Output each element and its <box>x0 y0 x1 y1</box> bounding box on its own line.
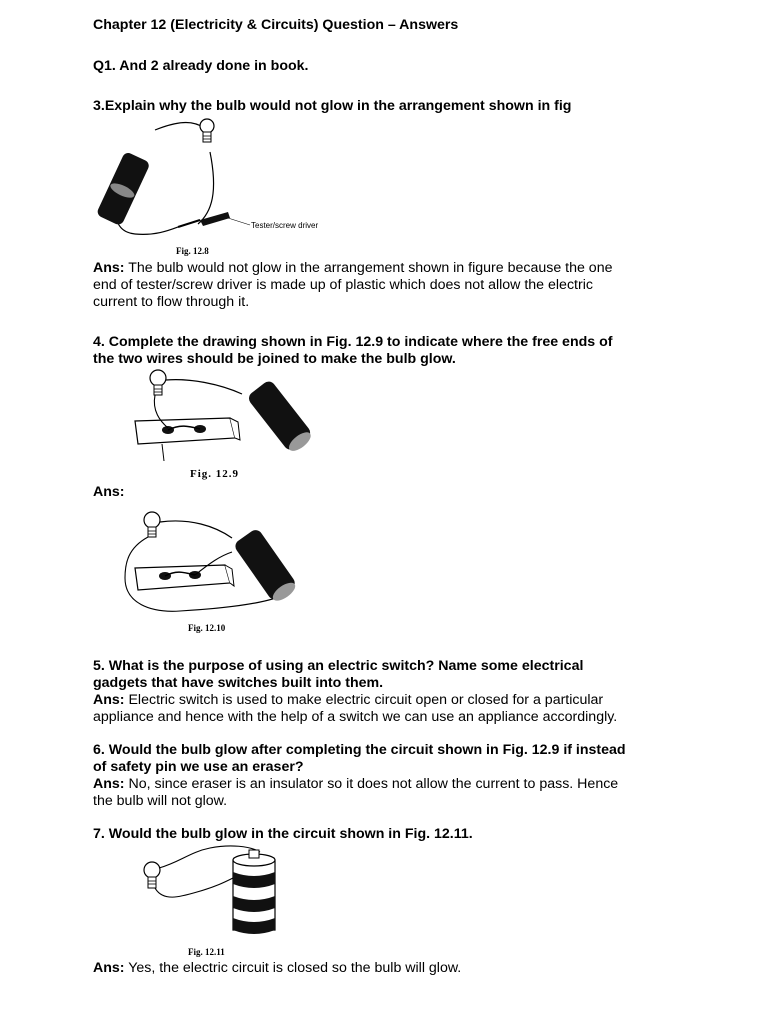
bulb-icon <box>200 119 214 142</box>
figure-12-9 <box>130 366 310 466</box>
answer-3-line-1: Ans: The bulb would not glow in the arrangement shown in figure because the one <box>93 260 613 276</box>
question-3: 3.Explain why the bulb would not glow in the arrangement shown in fig <box>93 98 572 114</box>
figure-12-8-label: Tester/screw driver <box>251 221 319 230</box>
figure-12-8 <box>100 112 319 257</box>
wire <box>198 152 214 224</box>
figure-12-9-caption: Fig. 12.9 <box>190 468 240 480</box>
answer-7: Ans: Yes, the electric circuit is closed so the bulb will glow. <box>93 960 462 976</box>
answer-5-line-1: Ans: Electric switch is used to make electric circuit open or closed for a particular <box>93 692 604 708</box>
wire <box>162 444 164 461</box>
wire <box>155 878 233 897</box>
battery-icon <box>233 850 275 934</box>
wire <box>166 380 242 394</box>
battery-icon <box>233 527 298 604</box>
bulb-icon <box>144 512 160 537</box>
wire <box>160 521 232 538</box>
figure-12-8-caption: Fig. 12.8 <box>176 246 209 256</box>
figure-12-10 <box>120 508 320 623</box>
question-7: 7. Would the bulb glow in the circuit shown in Fig. 12.11. <box>93 826 473 842</box>
battery-icon <box>96 151 151 226</box>
bulb-icon <box>144 862 160 888</box>
figure-12-11 <box>135 842 315 947</box>
board-icon <box>135 565 234 590</box>
question-5-line-2: gadgets that have switches built into them. <box>93 675 384 691</box>
question-4-line-2: the two wires should be joined to make the bulb glow. <box>93 351 456 367</box>
question-5-line-1: 5. What is the purpose of using an electric switch? Name some electrical <box>93 658 584 674</box>
page-title: Chapter 12 (Electricity & Circuits) Question – Answers <box>93 17 459 33</box>
question-6-line-2: of safety pin we use an eraser? <box>93 759 304 775</box>
figure-12-11-caption: Fig. 12.11 <box>188 947 225 957</box>
wire <box>155 123 207 131</box>
bulb-icon <box>150 370 166 395</box>
figure-12-10-caption: Fig. 12.10 <box>188 623 226 633</box>
board-icon <box>135 418 240 444</box>
answer-3-line-2: end of tester/screw driver is made up of plastic which does not allow the electric <box>93 277 593 293</box>
intro-note: Q1. And 2 already done in book. <box>93 58 309 74</box>
question-4-line-1: 4. Complete the drawing shown in Fig. 12.9 to indicate where the free ends of <box>93 334 613 350</box>
battery-icon <box>246 379 314 455</box>
question-6-line-1: 6. Would the bulb glow after completing the circuit shown in Fig. 12.9 if instead <box>93 742 626 758</box>
answer-5-line-2: appliance and hence with the help of a switch we can use an appliance accordingly. <box>93 709 618 725</box>
answer-3-line-3: current to flow through it. <box>93 294 250 310</box>
answer-6-line-2: the bulb will not glow. <box>93 793 228 809</box>
answer-6-line-1: Ans: No, since eraser is an insulator so it does not allow the current to pass. Hence <box>93 776 619 792</box>
answer-4-prefix: Ans: <box>93 484 125 500</box>
screwdriver-icon <box>178 212 230 227</box>
